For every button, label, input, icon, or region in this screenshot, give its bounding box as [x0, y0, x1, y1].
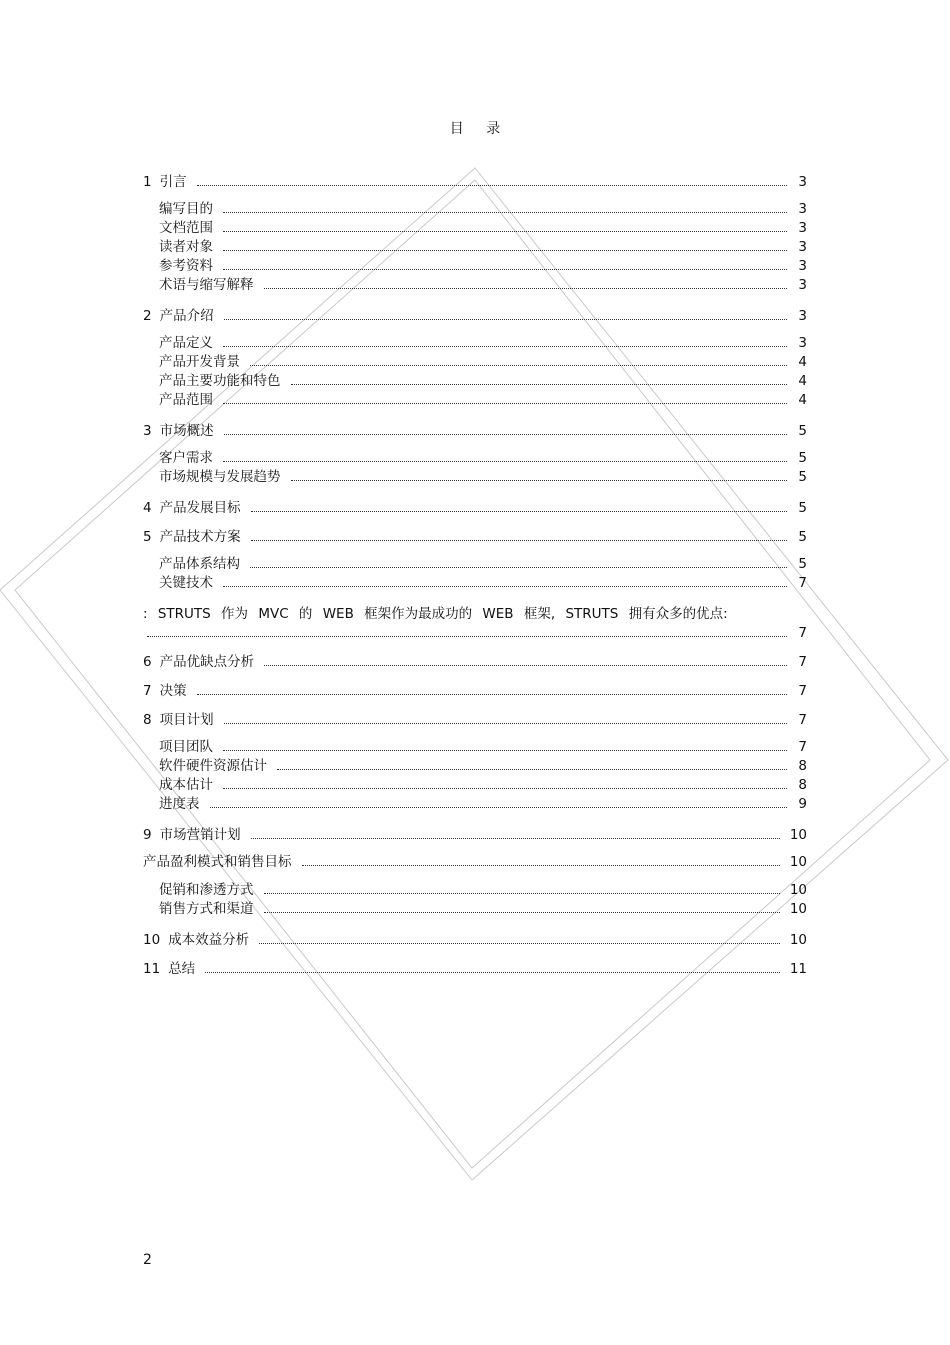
toc-entry-page: 8	[798, 777, 807, 793]
toc-entry-page: 7	[798, 683, 807, 699]
toc-entry-page: 3	[798, 308, 807, 324]
toc-entry-label: 产品发展目标	[159, 500, 241, 516]
toc-entry-page: 7	[798, 739, 807, 755]
toc-entry-page: 4	[798, 354, 807, 370]
toc-entry[interactable]: 1 引言 3	[143, 174, 807, 190]
toc-entry[interactable]	[159, 239, 807, 256]
toc-entry-page: 8	[798, 758, 807, 774]
toc-entry[interactable]	[159, 758, 807, 775]
toc-entry-page: 4	[798, 373, 807, 389]
toc-entry-label: 决策	[159, 683, 187, 699]
toc-entry[interactable]: 9 市场营销计划 10	[143, 827, 807, 843]
toc-entry-page: 10	[789, 827, 807, 843]
toc-entry-page: 3	[798, 220, 807, 236]
toc-entry-page: 5	[798, 500, 807, 516]
toc-entry[interactable]: 7 决策 7	[143, 683, 807, 699]
toc-entry[interactable]	[159, 277, 807, 294]
toc-entry-label: 成本效益分析	[168, 932, 250, 948]
toc-entry[interactable]	[159, 575, 807, 592]
toc-entry[interactable]	[159, 882, 807, 899]
toc-entry[interactable]	[159, 450, 807, 467]
toc-entry-label: 产品优缺点分析	[159, 654, 255, 670]
toc-entry[interactable]	[143, 854, 807, 871]
toc-entry-page: 9	[798, 796, 807, 812]
toc-entry-page: 3	[798, 201, 807, 217]
toc-entry-page: 4	[798, 392, 807, 408]
toc-entry-page: 3	[798, 258, 807, 274]
toc-entry-label: 产品技术方案	[159, 529, 241, 545]
toc-entry-page: 3	[798, 239, 807, 255]
page-number: 2	[143, 1252, 152, 1268]
toc-entry[interactable]: 10 成本效益分析 10	[143, 932, 807, 948]
toc-entry-label: 引言	[159, 174, 187, 190]
toc-entry-page: 7	[798, 625, 807, 641]
toc-entry-label: 总结	[168, 961, 196, 977]
toc-entry-label: 产品定义	[159, 335, 213, 351]
toc-entry-page: 7	[798, 712, 807, 728]
toc-entry-label: 软件硬件资源估计	[159, 758, 267, 774]
toc-entry-label: 关键技术	[159, 575, 213, 591]
toc-entry[interactable]: 6 产品优缺点分析 7	[143, 654, 807, 670]
toc-entry-page: 3	[798, 277, 807, 293]
toc-entry-label: 参考资料	[159, 258, 213, 274]
toc-entry-page: 7	[798, 654, 807, 670]
toc-entry-page: 3	[798, 335, 807, 351]
toc-entry-label: 成本估计	[159, 777, 213, 793]
toc-entry-page: 10	[789, 882, 807, 898]
toc-entry[interactable]	[159, 556, 807, 573]
toc-entry[interactable]	[159, 335, 807, 352]
toc-entry-page: 7	[798, 575, 807, 591]
toc-entry-label: 市场概述	[159, 423, 214, 439]
toc-entry[interactable]	[159, 220, 807, 237]
toc-entry[interactable]	[159, 373, 807, 390]
toc-entry[interactable]	[159, 354, 807, 371]
toc-entry-page: 5	[798, 469, 807, 485]
toc-entry-label: 市场规模与发展趋势	[159, 469, 281, 485]
toc-entry-label: 进度表	[159, 796, 200, 812]
toc-entry[interactable]	[159, 796, 807, 813]
toc-entry[interactable]: 5 产品技术方案 5	[143, 529, 807, 545]
toc-entry-label: 术语与缩写解释	[159, 277, 254, 293]
toc-entry[interactable]: 2 产品介绍 3	[143, 308, 807, 324]
toc-entry-label: 销售方式和渠道	[159, 901, 254, 917]
toc-entry[interactable]: 3 市场概述 5	[143, 423, 807, 439]
toc-title-char-1: 目	[449, 121, 464, 137]
toc-entry-label: 产品介绍	[159, 308, 214, 324]
toc-entry-page: 5	[798, 450, 807, 466]
toc-entry-page: 5	[798, 556, 807, 572]
toc-entry-label: 产品主要功能和特色	[159, 373, 281, 389]
toc-entry[interactable]	[143, 625, 807, 642]
toc-entry[interactable]: 8 项目计划 7	[143, 712, 807, 728]
toc-entry-label: 项目团队	[159, 739, 213, 755]
toc-entry-page: 3	[798, 174, 807, 190]
toc-entry-page: 5	[798, 423, 807, 439]
toc-entry-label: 产品开发背景	[159, 354, 240, 370]
toc-entry[interactable]	[159, 739, 807, 756]
toc-entry-label: 促销和渗透方式	[159, 882, 254, 898]
toc-entry-label: 读者对象	[159, 239, 213, 255]
toc-long-entry-text: : STRUTS 作为 MVC 的 WEB 框架作为最成功的 WEB 框架, STRUTS 拥有众多的优点:	[143, 606, 728, 622]
toc-entry[interactable]	[159, 201, 807, 218]
toc-entry[interactable]: 11 总结 11	[143, 961, 807, 977]
toc-entry[interactable]	[159, 469, 807, 486]
toc-entry-label: 产品盈利模式和销售目标	[143, 854, 292, 870]
toc-entry[interactable]	[159, 777, 807, 794]
toc-entry-label: 项目计划	[159, 712, 214, 728]
toc-entry-page: 5	[798, 529, 807, 545]
toc-title-char-2: 录	[486, 121, 501, 137]
toc-entry[interactable]	[159, 258, 807, 275]
toc-entry-label: 客户需求	[159, 450, 213, 466]
toc-entry[interactable]	[159, 392, 807, 409]
toc-entry-label: 产品范围	[159, 392, 213, 408]
toc-entry-page: 10	[789, 932, 807, 948]
toc-entry-label: 市场营销计划	[159, 827, 241, 843]
toc-entry-label: 产品体系结构	[159, 556, 240, 572]
toc-entry-page: 10	[789, 854, 807, 870]
toc-entry-page: 10	[789, 901, 807, 917]
toc-entry[interactable]: 4 产品发展目标 5	[143, 500, 807, 516]
toc-entry-label: 编写目的	[159, 201, 213, 217]
toc-entry-label: 文档范围	[159, 220, 213, 236]
toc-entry-page: 11	[789, 961, 807, 977]
toc-entry[interactable]	[159, 901, 807, 918]
